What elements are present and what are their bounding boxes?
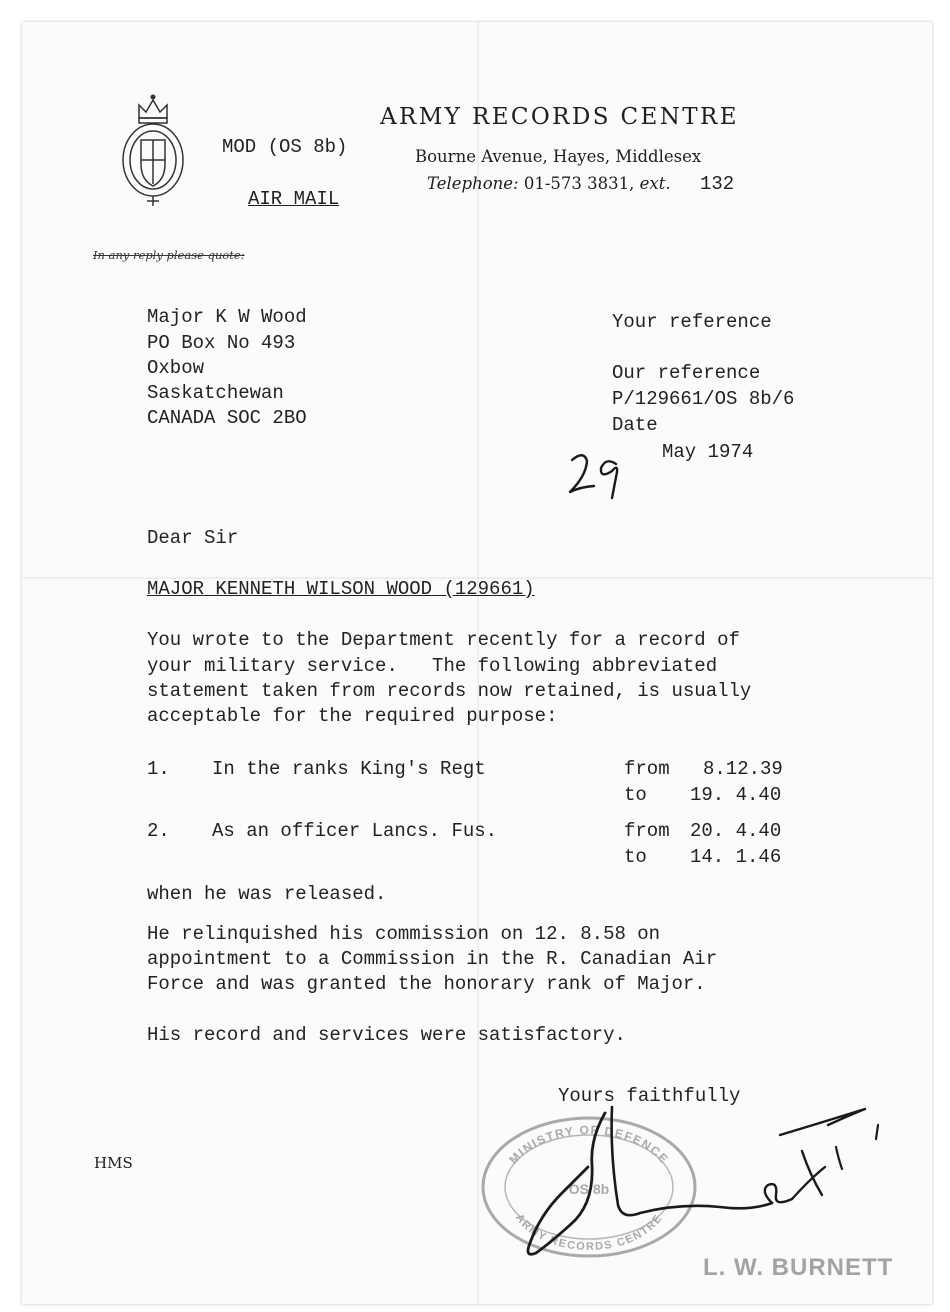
our-reference-label: Our reference [612,362,761,384]
mod-reference: MOD (OS 8b) [222,136,348,158]
recipient-line: Saskatchewan [147,382,284,404]
typist-initials: HMS [94,1154,133,1172]
handwritten-date-day [560,446,630,506]
service-from-date: 8.12.39 [703,758,783,780]
recipient-line: Major K W Wood [147,306,307,328]
closing-statement: His record and services were satisfactory. [147,1024,626,1046]
commission-line: Force and was granted the honorary rank of Major. [147,973,706,995]
service-from-date: 20. 4.40 [690,820,782,842]
sign-off: Yours faithfully [558,1085,741,1107]
extension-label: ext. [639,174,671,193]
service-item-number: 1. [147,758,170,780]
service-item-number: 2. [147,820,170,842]
intro-line: acceptable for the required purpose: [147,705,558,727]
handwritten-signature [510,1095,890,1265]
royal-crest-icon [120,94,186,208]
service-item-description: As an officer Lancs. Fus. [212,820,498,842]
stamp-bottom-text: ARMY RECORDS CENTRE [512,1211,666,1254]
service-to-label: to [624,784,647,806]
service-to-date: 19. 4.40 [690,784,782,806]
recipient-line: CANADA SOC 2BO [147,407,307,429]
organization-address: Bourne Avenue, Hayes, Middlesex [415,147,702,166]
your-reference-label: Your reference [612,311,772,333]
date-label: Date [612,414,658,436]
service-to-label: to [624,846,647,868]
salutation: Dear Sir [147,527,239,549]
service-to-date: 14. 1.46 [690,846,782,868]
commission-line: He relinquished his commission on 12. 8.58 on [147,923,661,945]
telephone-label: Telephone: [427,174,519,193]
stamp-center-text: OS 8b [568,1181,610,1197]
date-month-year: May 1974 [662,441,754,463]
telephone-number: 01-573 3831, [523,174,635,193]
intro-line: your military service. The following abbreviated [147,655,718,677]
reply-note: In any reply please quote: [93,248,245,262]
letter-subject: MAJOR KENNETH WILSON WOOD (129661) [147,578,535,600]
telephone-line [427,174,671,193]
recipient-line: PO Box No 493 [147,332,296,354]
air-mail-label: AIR MAIL [248,188,340,210]
extension-number: 132 [700,173,735,195]
service-item-description: In the ranks King's Regt [212,758,486,780]
organization-name: ARMY RECORDS CENTRE [380,104,739,130]
service-from-label: from [624,758,670,780]
commission-line: appointment to a Commission in the R. Canadian Air [147,948,718,970]
recipient-line: Oxbow [147,357,205,379]
intro-line: statement taken from records now retained, is usually [147,680,752,702]
service-from-label: from [624,820,670,842]
stamp-top-text: MINISTRY OF DEFENCE [506,1122,672,1167]
intro-line: You wrote to the Department recently for a record of [147,629,740,651]
signatory-name-stamp: L. W. BURNETT [703,1254,894,1281]
our-reference-value: P/129661/OS 8b/6 [612,388,795,410]
release-line: when he was released. [147,883,387,905]
